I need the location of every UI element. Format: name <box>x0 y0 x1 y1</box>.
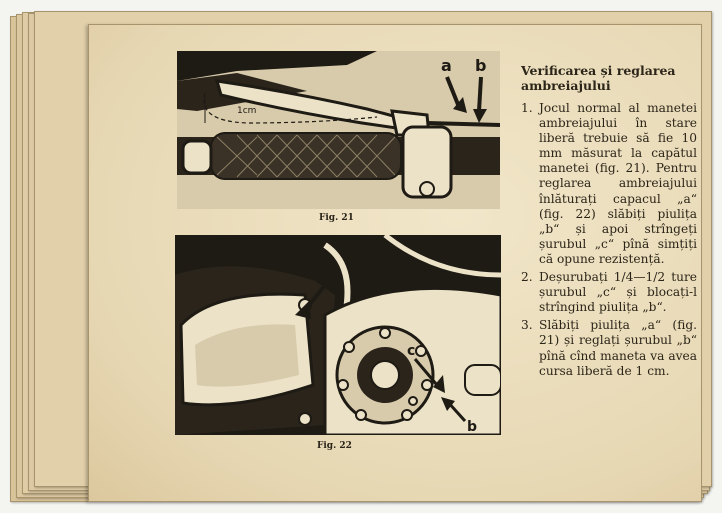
figure-21-illustration <box>177 51 500 209</box>
figure-22-label-a: a <box>323 275 333 291</box>
manual-page <box>88 24 702 502</box>
figure-22-label-c: c <box>407 343 416 359</box>
list-item <box>521 318 697 378</box>
step-text: Slăbiți piulița „a“ (fig. 21) și reglați șurubul „b“ pînă cînd maneta va avea cursa liberă de 1 cm. <box>539 318 697 378</box>
instructions-column <box>521 63 697 382</box>
step-number: 1. <box>521 101 533 115</box>
figure-21-label-b: b <box>475 56 487 75</box>
step-number: 3. <box>521 318 533 333</box>
figure-21-measure-label: 1cm <box>237 106 257 116</box>
section-heading: Verificarea și reglarea ambreiajului <box>521 63 676 93</box>
step-number: 2. <box>521 270 533 285</box>
booklet-page-stack <box>10 10 710 502</box>
list-item <box>521 101 697 267</box>
figure-22-caption: Fig. 22 <box>317 441 352 451</box>
figure-21-caption: Fig. 21 <box>319 213 354 223</box>
steps-list <box>521 101 697 379</box>
figure-21-label-a: a <box>441 56 452 75</box>
step-text: Deșurubați 1/4—1/2 ture șurubul „c“ și blocați-l strîngind piulița „b“. <box>539 270 697 315</box>
figure-22-illustration <box>175 235 501 435</box>
figure-22-label-b: b <box>467 419 478 435</box>
step-text: Jocul normal al manetei ambreiajului în stare liberă trebuie să fie 10 mm măsurat la capătul manetei (fig. 21). Pentru reglarea ambreiajului înlăturați capacul „a“ (fig. 22) slăbiți piulița „b“ și apoi strîngeți șurubul „c“ pînă simțiți că opune rezistență. <box>539 101 697 266</box>
list-item <box>521 270 697 315</box>
